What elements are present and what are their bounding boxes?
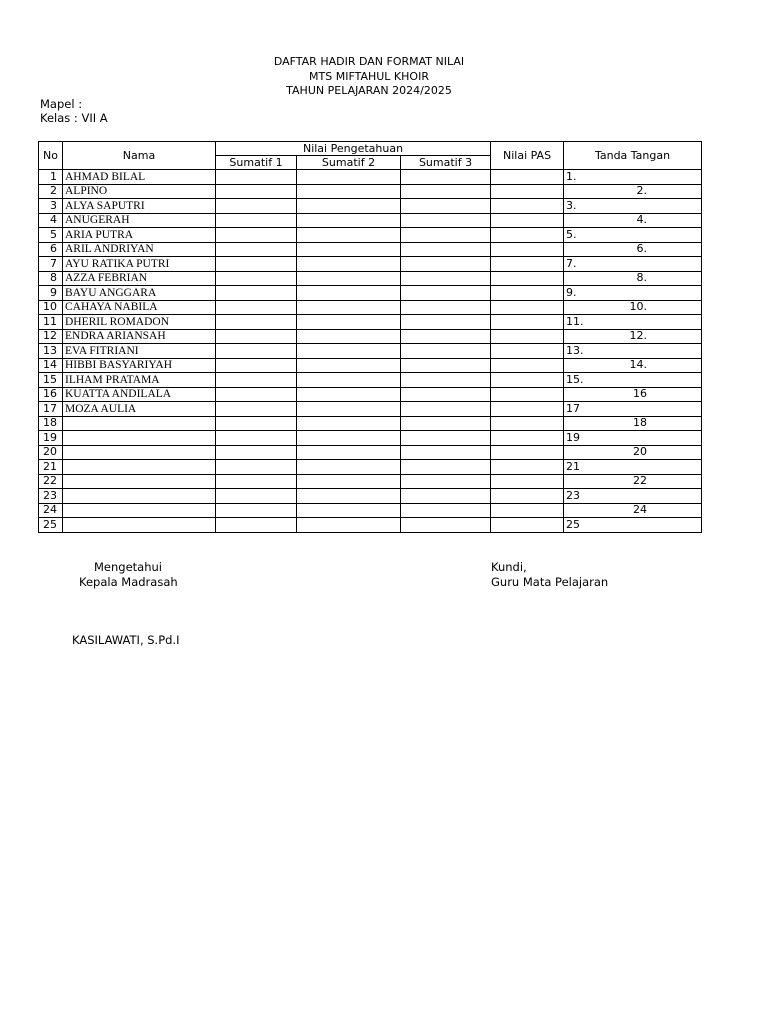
row-number: 15 [39, 373, 63, 388]
signature-cell: 25 [564, 518, 702, 533]
student-name [63, 518, 216, 533]
signature-cell: 19 [564, 431, 702, 446]
col-sumatif-2-header: Sumatif 2 [297, 156, 401, 170]
sumatif-1-cell [216, 228, 297, 243]
student-name: CAHAYA NABILA [63, 300, 216, 315]
sumatif-1-cell [216, 518, 297, 533]
sumatif-1-cell [216, 199, 297, 214]
signature-cell: 21 [564, 460, 702, 475]
nilai-pas-cell [491, 431, 564, 446]
row-number: 7 [39, 257, 63, 272]
signature-cell: 1. [564, 170, 702, 185]
sumatif-2-cell [297, 489, 401, 504]
sumatif-1-cell [216, 489, 297, 504]
sumatif-1-cell [216, 445, 297, 460]
nilai-pas-cell [491, 315, 564, 330]
sumatif-3-cell [401, 315, 491, 330]
table-row [39, 460, 702, 475]
col-sumatif-3-header: Sumatif 3 [401, 156, 491, 170]
school-name: MTS MIFTAHUL KHOIR [309, 70, 429, 83]
doc-title: DAFTAR HADIR DAN FORMAT NILAI [273, 55, 465, 68]
col-nilai-pas-header: Nilai PAS [491, 142, 564, 170]
signature-cell: 17 [564, 402, 702, 417]
sumatif-3-cell [401, 271, 491, 286]
student-name: BAYU ANGGARA [63, 286, 216, 301]
student-name: MOZA AULIA [63, 402, 216, 417]
student-name [63, 460, 216, 475]
nilai-pas-cell [491, 329, 564, 344]
sumatif-2-cell [297, 402, 401, 417]
col-sumatif-1-header: Sumatif 1 [216, 156, 297, 170]
table-row [39, 257, 702, 272]
sumatif-1-cell [216, 329, 297, 344]
signature-cell: 23 [564, 489, 702, 504]
student-name [63, 416, 216, 431]
student-name: ANUGERAH [63, 213, 216, 228]
sumatif-2-cell [297, 416, 401, 431]
sumatif-1-cell [216, 344, 297, 359]
sumatif-1-cell [216, 358, 297, 373]
student-name: AHMAD BILAL [63, 170, 216, 185]
table-row [39, 489, 702, 504]
sumatif-2-cell [297, 431, 401, 446]
student-name: KUATTA ANDILALA [63, 387, 216, 402]
row-number: 6 [39, 242, 63, 257]
signature-cell: 6. [564, 242, 702, 257]
sumatif-1-cell [216, 286, 297, 301]
sumatif-3-cell [401, 329, 491, 344]
sumatif-2-cell [297, 184, 401, 199]
row-number: 25 [39, 518, 63, 533]
table-row [39, 416, 702, 431]
sumatif-2-cell [297, 228, 401, 243]
sumatif-1-cell [216, 315, 297, 330]
col-nama-header: Nama [63, 142, 216, 170]
student-name: HIBBI BASYARIYAH [63, 358, 216, 373]
table-row [39, 445, 702, 460]
sumatif-3-cell [401, 402, 491, 417]
nilai-pas-cell [491, 228, 564, 243]
subject-label: Mapel : [40, 97, 83, 111]
nilai-pas-cell [491, 387, 564, 402]
sumatif-2-cell [297, 300, 401, 315]
row-number: 21 [39, 460, 63, 475]
sumatif-2-cell [297, 373, 401, 388]
signature-cell: 10. [564, 300, 702, 315]
sumatif-1-cell [216, 503, 297, 518]
sumatif-1-cell [216, 460, 297, 475]
table-row [39, 329, 702, 344]
sumatif-2-cell [297, 242, 401, 257]
signature-cell: 24 [564, 503, 702, 518]
table-row [39, 286, 702, 301]
nilai-pas-cell [491, 445, 564, 460]
table-row [39, 431, 702, 446]
sumatif-1-cell [216, 213, 297, 228]
table-row [39, 344, 702, 359]
nilai-pas-cell [491, 416, 564, 431]
signature-cell: 4. [564, 213, 702, 228]
sumatif-3-cell [401, 257, 491, 272]
nilai-pas-cell [491, 373, 564, 388]
student-name: AZZA FEBRIAN [63, 271, 216, 286]
nilai-pas-cell [491, 358, 564, 373]
sumatif-2-cell [297, 503, 401, 518]
row-number: 2 [39, 184, 63, 199]
signature-cell: 11. [564, 315, 702, 330]
attendance-table [38, 141, 702, 533]
row-number: 23 [39, 489, 63, 504]
sumatif-2-cell [297, 460, 401, 475]
sumatif-3-cell [401, 373, 491, 388]
sumatif-2-cell [297, 344, 401, 359]
sumatif-1-cell [216, 170, 297, 185]
sumatif-2-cell [297, 213, 401, 228]
sumatif-2-cell [297, 170, 401, 185]
table-row [39, 518, 702, 533]
sumatif-1-cell [216, 402, 297, 417]
table-row [39, 387, 702, 402]
nilai-pas-cell [491, 518, 564, 533]
sumatif-1-cell [216, 184, 297, 199]
table-row [39, 474, 702, 489]
table-row [39, 271, 702, 286]
sumatif-3-cell [401, 445, 491, 460]
row-number: 16 [39, 387, 63, 402]
signature-cell: 18 [564, 416, 702, 431]
sumatif-2-cell [297, 387, 401, 402]
signature-cell: 8. [564, 271, 702, 286]
row-number: 12 [39, 329, 63, 344]
row-number: 8 [39, 271, 63, 286]
sumatif-3-cell [401, 300, 491, 315]
row-number: 4 [39, 213, 63, 228]
sumatif-3-cell [401, 416, 491, 431]
nilai-pas-cell [491, 344, 564, 359]
sumatif-2-cell [297, 445, 401, 460]
sumatif-2-cell [297, 199, 401, 214]
sumatif-1-cell [216, 474, 297, 489]
principal-name: KASILAWATI, S.Pd.I [72, 633, 180, 647]
row-number: 9 [39, 286, 63, 301]
signature-cell: 2. [564, 184, 702, 199]
signature-cell: 3. [564, 199, 702, 214]
header-row-1 [39, 142, 702, 156]
table-row [39, 242, 702, 257]
nilai-pas-cell [491, 503, 564, 518]
sumatif-2-cell [297, 286, 401, 301]
col-tanda-tangan-header: Tanda Tangan [564, 142, 702, 170]
sumatif-1-cell [216, 416, 297, 431]
student-rows [39, 170, 702, 533]
sumatif-1-cell [216, 431, 297, 446]
student-name [63, 474, 216, 489]
row-number: 17 [39, 402, 63, 417]
sumatif-3-cell [401, 286, 491, 301]
class-label: Kelas : VII A [40, 111, 108, 125]
col-no-header: No [39, 142, 63, 170]
sumatif-3-cell [401, 489, 491, 504]
nilai-pas-cell [491, 474, 564, 489]
nilai-pas-cell [491, 242, 564, 257]
student-name: ARIA PUTRA [63, 228, 216, 243]
nilai-pas-cell [491, 300, 564, 315]
student-name: AYU RATIKA PUTRI [63, 257, 216, 272]
nilai-pas-cell [491, 286, 564, 301]
nilai-pas-cell [491, 199, 564, 214]
footer-right-line2: Guru Mata Pelajaran [491, 575, 609, 589]
sumatif-1-cell [216, 271, 297, 286]
sumatif-2-cell [297, 518, 401, 533]
sumatif-3-cell [401, 431, 491, 446]
sumatif-3-cell [401, 184, 491, 199]
sumatif-3-cell [401, 199, 491, 214]
row-number: 10 [39, 300, 63, 315]
sumatif-3-cell [401, 242, 491, 257]
row-number: 20 [39, 445, 63, 460]
sumatif-3-cell [401, 474, 491, 489]
row-number: 1 [39, 170, 63, 185]
table-row [39, 184, 702, 199]
signature-cell: 5. [564, 228, 702, 243]
sumatif-1-cell [216, 257, 297, 272]
row-number: 19 [39, 431, 63, 446]
table-row [39, 213, 702, 228]
nilai-pas-cell [491, 271, 564, 286]
row-number: 24 [39, 503, 63, 518]
sumatif-3-cell [401, 213, 491, 228]
row-number: 13 [39, 344, 63, 359]
sumatif-1-cell [216, 300, 297, 315]
signature-cell: 16 [564, 387, 702, 402]
table-row [39, 300, 702, 315]
footer-right-line1: Kundi, [491, 560, 527, 574]
signature-cell: 15. [564, 373, 702, 388]
student-name: ENDRA ARIANSAH [63, 329, 216, 344]
row-number: 3 [39, 199, 63, 214]
student-name [63, 431, 216, 446]
student-name: ARIL ANDRIYAN [63, 242, 216, 257]
sumatif-2-cell [297, 358, 401, 373]
student-name: EVA FITRIANI [63, 344, 216, 359]
sumatif-3-cell [401, 460, 491, 475]
table-row [39, 503, 702, 518]
sumatif-3-cell [401, 358, 491, 373]
footer-left-line2: Kepala Madrasah [79, 575, 178, 589]
footer-left-line1: Mengetahui [94, 560, 162, 574]
student-name [63, 445, 216, 460]
signature-cell: 20 [564, 445, 702, 460]
sumatif-3-cell [401, 170, 491, 185]
nilai-pas-cell [491, 170, 564, 185]
table-row [39, 199, 702, 214]
sumatif-2-cell [297, 474, 401, 489]
signature-cell: 13. [564, 344, 702, 359]
nilai-pas-cell [491, 460, 564, 475]
table-row [39, 170, 702, 185]
sumatif-2-cell [297, 315, 401, 330]
nilai-pas-cell [491, 402, 564, 417]
student-name [63, 489, 216, 504]
signature-cell: 22 [564, 474, 702, 489]
student-name: DHERIL ROMADON [63, 315, 216, 330]
sumatif-2-cell [297, 329, 401, 344]
nilai-pas-cell [491, 184, 564, 199]
nilai-pas-cell [491, 257, 564, 272]
table-row [39, 402, 702, 417]
table-row [39, 228, 702, 243]
signature-cell: 12. [564, 329, 702, 344]
row-number: 11 [39, 315, 63, 330]
sumatif-1-cell [216, 242, 297, 257]
student-name: ILHAM PRATAMA [63, 373, 216, 388]
sumatif-1-cell [216, 373, 297, 388]
sumatif-3-cell [401, 503, 491, 518]
sumatif-2-cell [297, 271, 401, 286]
nilai-pas-cell [491, 213, 564, 228]
sumatif-1-cell [216, 387, 297, 402]
table-row [39, 315, 702, 330]
table-row [39, 358, 702, 373]
sumatif-3-cell [401, 387, 491, 402]
sumatif-3-cell [401, 228, 491, 243]
nilai-pas-cell [491, 489, 564, 504]
col-nilai-pengetahuan-header: Nilai Pengetahuan [216, 142, 491, 156]
row-number: 5 [39, 228, 63, 243]
student-name [63, 503, 216, 518]
sumatif-3-cell [401, 518, 491, 533]
student-name: ALYA SAPUTRI [63, 199, 216, 214]
signature-cell: 9. [564, 286, 702, 301]
signature-cell: 14. [564, 358, 702, 373]
sumatif-2-cell [297, 257, 401, 272]
table-row [39, 373, 702, 388]
row-number: 18 [39, 416, 63, 431]
sumatif-3-cell [401, 344, 491, 359]
row-number: 14 [39, 358, 63, 373]
academic-year: TAHUN PELAJARAN 2024/2025 [286, 84, 452, 97]
student-name: ALPINO [63, 184, 216, 199]
row-number: 22 [39, 474, 63, 489]
signature-cell: 7. [564, 257, 702, 272]
